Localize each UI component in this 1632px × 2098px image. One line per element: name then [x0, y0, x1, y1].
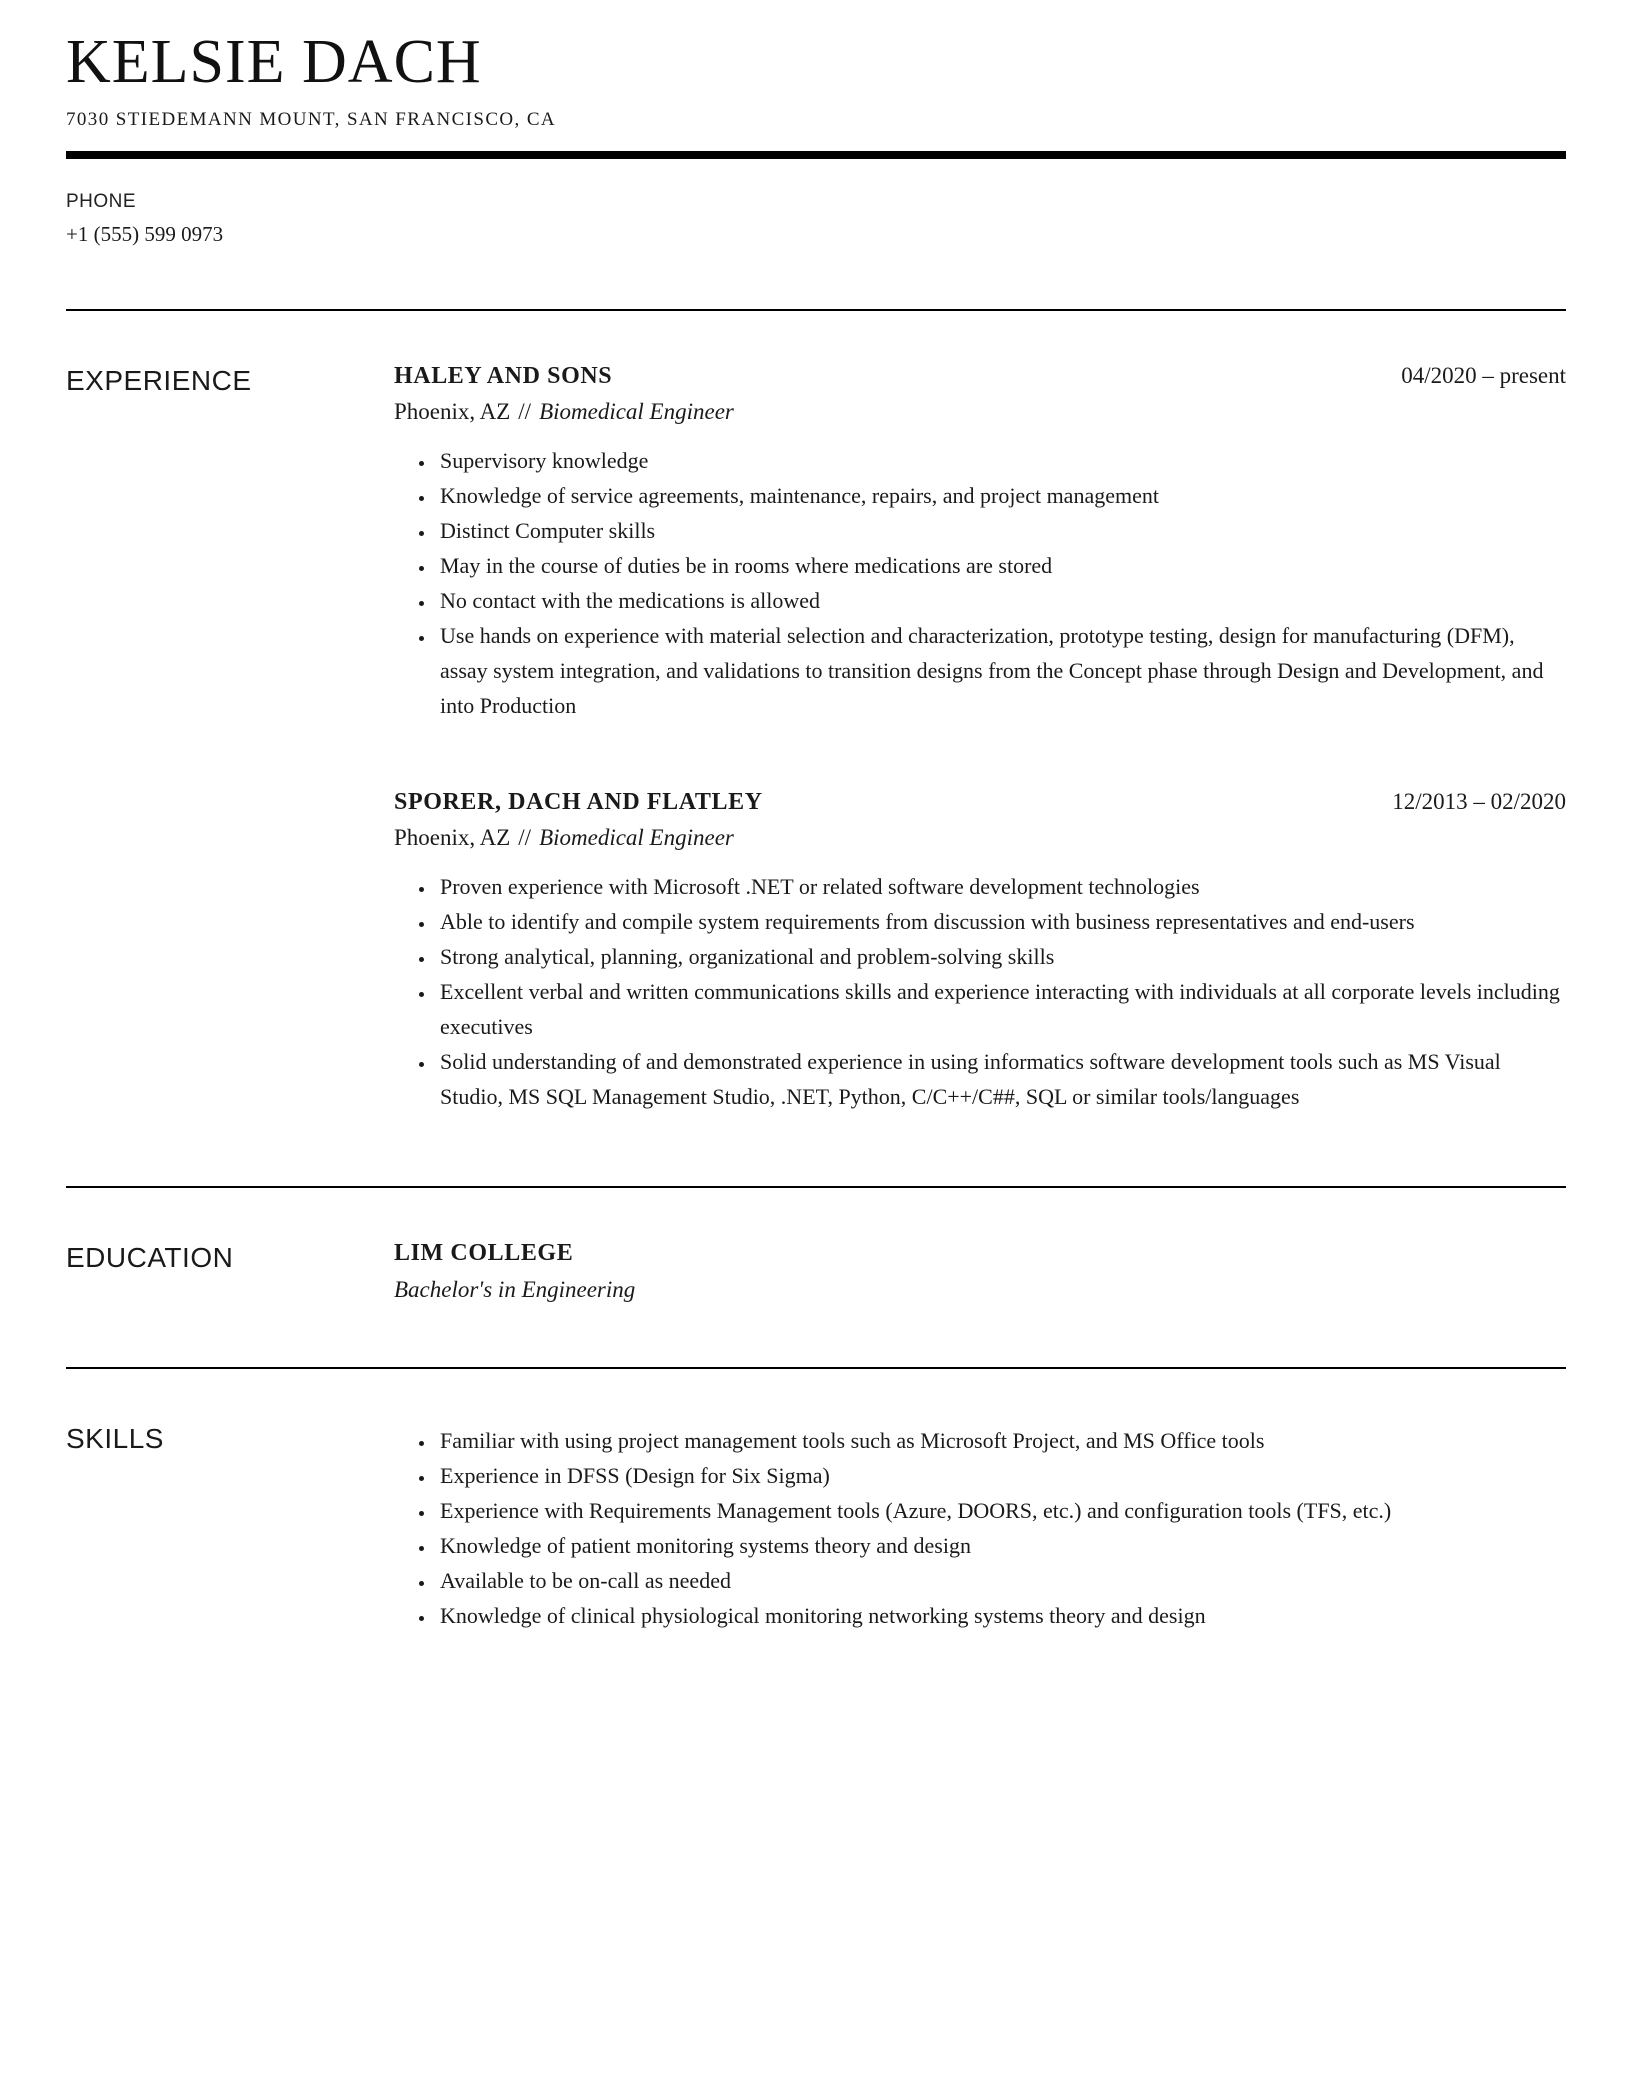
candidate-name: KELSIE DACH [66, 28, 482, 96]
experience-entry [394, 363, 1566, 723]
phone-number: +1 (555) 599 0973 [66, 222, 224, 247]
school-name: LIM COLLEGE [394, 1240, 574, 1267]
section-education [66, 1188, 1566, 1367]
section-experience [66, 311, 1566, 1186]
skill-bullet: • Knowledge of clinical physiological monitoring networking systems theory and design [436, 1598, 1566, 1633]
job-location: Phoenix, AZ [394, 399, 511, 425]
company-name: HALEY AND SONS [394, 363, 613, 390]
job-title-separator: // [518, 825, 532, 851]
experience-entry [394, 789, 1566, 1114]
degree-name: Bachelor's in Engineering [394, 1277, 636, 1303]
experience-bullet: • Supervisory knowledge [436, 443, 1566, 478]
job-header [394, 363, 1566, 390]
header-divider [66, 151, 1566, 159]
experience-bullet: • Use hands on experience with material selection and characterization, prototype testing, design for manufacturing (DFM), assay system integration, and validations to transition designs from the Concept phase through Design and Development, and into Production [436, 618, 1566, 723]
section-label-education: EDUCATION [66, 1242, 234, 1274]
experience-bullet: • Able to identify and compile system requirements from discussion with business representatives and end-users [436, 904, 1566, 939]
skill-bullet: • Experience with Requirements Management tools (Azure, DOORS, etc.) and configuration tools (TFS, etc.) [436, 1493, 1566, 1528]
experience-bullet-list [394, 869, 1566, 1114]
section-skills [66, 1369, 1566, 1633]
skill-bullet: • Experience in DFSS (Design for Six Sigma) [436, 1458, 1566, 1493]
phone-label: PHONE [66, 191, 137, 213]
job-location: Phoenix, AZ [394, 825, 511, 851]
job-title: Biomedical Engineer [539, 399, 734, 425]
job-subtitle [394, 825, 1566, 851]
resume-header [66, 30, 1566, 131]
experience-bullet: • No contact with the medications is allowed [436, 583, 1566, 618]
experience-bullet: • Distinct Computer skills [436, 513, 1566, 548]
job-subtitle [394, 399, 1566, 425]
job-title-separator: // [518, 399, 532, 425]
skills-content [394, 1421, 1566, 1633]
experience-bullet: • Knowledge of service agreements, maintenance, repairs, and project management [436, 478, 1566, 513]
skill-bullet: • Knowledge of patient monitoring systems theory and design [436, 1528, 1566, 1563]
section-label-skills: SKILLS [66, 1423, 164, 1455]
skill-bullet: • Available to be on-call as needed [436, 1563, 1566, 1598]
company-name: SPORER, DACH AND FLATLEY [394, 789, 763, 816]
job-header [394, 789, 1566, 816]
employment-dates: 04/2020 – present [1401, 363, 1566, 389]
contact-block [66, 191, 1566, 247]
employment-dates: 12/2013 – 02/2020 [1392, 789, 1566, 815]
experience-bullet: • May in the course of duties be in rooms where medications are stored [436, 548, 1566, 583]
section-label-experience: EXPERIENCE [66, 365, 252, 397]
experience-bullet-list [394, 443, 1566, 723]
experience-bullet: • Proven experience with Microsoft .NET or related software development technologies [436, 869, 1566, 904]
skill-bullet: • Familiar with using project management tools such as Microsoft Project, and MS Office tools [436, 1423, 1566, 1458]
experience-bullet: • Solid understanding of and demonstrated experience in using informatics software development tools such as MS Visual Studio, MS SQL Management Studio, .NET, Python, C/C++/C##, SQL or similar tools/languages [436, 1044, 1566, 1114]
experience-bullet: • Excellent verbal and written communications skills and experience interacting with individuals at all corporate levels including executives [436, 974, 1566, 1044]
job-title: Biomedical Engineer [539, 825, 734, 851]
experience-content [394, 363, 1566, 1114]
education-content [394, 1240, 1566, 1303]
experience-bullet: • Strong analytical, planning, organizational and problem-solving skills [436, 939, 1566, 974]
skills-bullet-list [394, 1423, 1566, 1633]
candidate-address: 7030 STIEDEMANN MOUNT, SAN FRANCISCO, CA [66, 109, 557, 131]
